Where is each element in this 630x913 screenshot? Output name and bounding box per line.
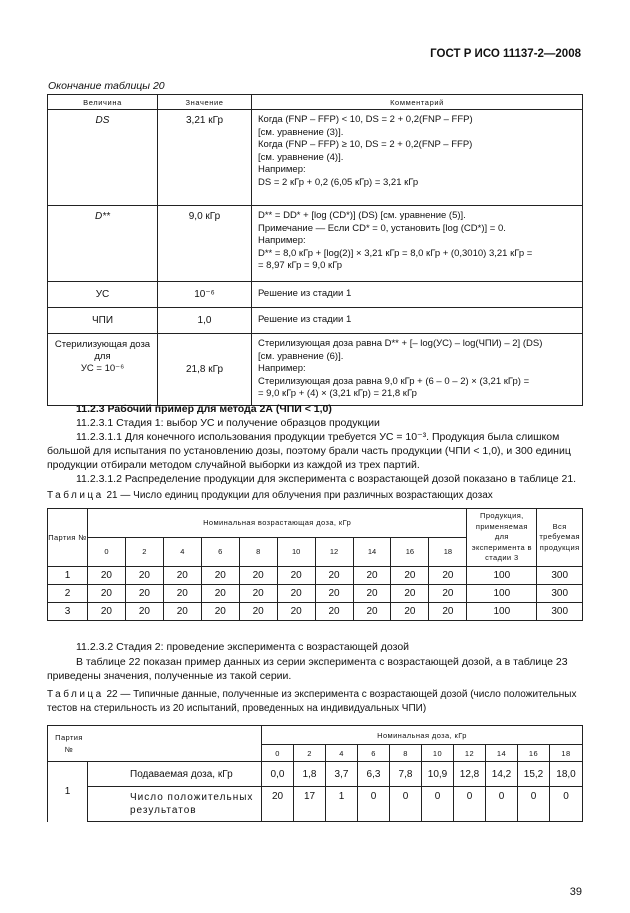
count-cell: 20 bbox=[353, 584, 391, 602]
count-cell: 20 bbox=[315, 602, 353, 620]
dose-cell: 14,2 bbox=[486, 762, 518, 787]
col-header-total: Вся требуемая продукция bbox=[537, 509, 583, 567]
dose-header: 2 bbox=[294, 745, 326, 762]
count-cell: 20 bbox=[239, 602, 277, 620]
comment-line: [см. уравнение (6)]. bbox=[258, 350, 344, 362]
count-cell: 20 bbox=[429, 566, 467, 584]
comment-cell bbox=[252, 206, 583, 282]
col-header-party: Партия № bbox=[48, 726, 262, 762]
count-cell: 20 bbox=[201, 602, 239, 620]
comment-line: D** = DD* + [log (CD*)] (DS) [см. уравнение (5)]. bbox=[258, 210, 466, 221]
comment-line: = 8,97 кГр = 9,0 кГр bbox=[258, 260, 343, 272]
dose-cell: 1,8 bbox=[294, 762, 326, 787]
count-cell: 20 bbox=[163, 584, 201, 602]
dose-cell: 18,0 bbox=[550, 762, 583, 787]
paragraph: 11.2.3.1.2 Распределение продукции для эксперимента с возрастающей дозой показано в таблице 21. bbox=[76, 473, 577, 485]
result-cell: 17 bbox=[294, 787, 326, 822]
comment-line: Стерилизующая доза равна 9,0 кГр + (6 – 0 – 2) × (3,21 кГр) = bbox=[258, 375, 530, 387]
dose-header: 6 bbox=[358, 745, 390, 762]
table-row bbox=[48, 584, 583, 602]
dose-header: 18 bbox=[550, 745, 583, 762]
dose-header: 18 bbox=[429, 537, 467, 566]
paragraph: приведены значения, полученные из такой серии. bbox=[47, 670, 292, 682]
value-cell: 10⁻⁶ bbox=[158, 282, 252, 308]
col-header-dose: Номинальная возрастающая доза, кГр bbox=[87, 509, 466, 538]
count-cell: 20 bbox=[163, 566, 201, 584]
dose-header: 14 bbox=[486, 745, 518, 762]
dose-header: 6 bbox=[201, 537, 239, 566]
count-cell: 20 bbox=[87, 584, 125, 602]
count-cell: 20 bbox=[125, 566, 163, 584]
comment-line: Например: bbox=[258, 363, 306, 375]
count-cell: 20 bbox=[125, 584, 163, 602]
quantity-cell: ЧПИ bbox=[48, 308, 158, 334]
comment-cell bbox=[252, 308, 583, 334]
table-row bbox=[48, 787, 583, 822]
party-cell: 2 bbox=[48, 584, 88, 602]
section-title: 11.2.3 Рабочий пример для метода 2А (ЧПИ < 1,0) bbox=[76, 403, 332, 415]
col-header-comment: Комментарий bbox=[252, 95, 583, 110]
count-cell: 20 bbox=[239, 584, 277, 602]
count-cell: 20 bbox=[429, 602, 467, 620]
dose-header: 10 bbox=[422, 745, 454, 762]
count-cell: 20 bbox=[353, 566, 391, 584]
comment-line: Например: bbox=[258, 164, 306, 176]
comment-line: [см. уравнение (4)]. bbox=[258, 151, 344, 163]
comment-line: Стерилизующая доза равна D** + [– log(УС) – log(ЧПИ) – 2] (DS) bbox=[258, 338, 543, 349]
dose-cell: 0,0 bbox=[262, 762, 294, 787]
count-cell: 20 bbox=[391, 584, 429, 602]
comment-line: Например: bbox=[258, 235, 306, 247]
value-cell: 9,0 кГр bbox=[158, 206, 252, 282]
comment-cell bbox=[252, 110, 583, 206]
table20-caption: Окончание таблицы 20 bbox=[48, 80, 165, 92]
dose-header: 4 bbox=[163, 537, 201, 566]
dose-header: 8 bbox=[239, 537, 277, 566]
result-cell: 0 bbox=[422, 787, 454, 822]
comment-cell bbox=[252, 282, 583, 308]
party-cell: 1 bbox=[48, 566, 88, 584]
dose-cell: 6,3 bbox=[358, 762, 390, 787]
result-cell: 0 bbox=[390, 787, 422, 822]
paragraph: 11.2.3.2 Стадия 2: проведение эксперимента с возрастающей дозой bbox=[76, 641, 410, 653]
count-cell: 20 bbox=[429, 584, 467, 602]
comment-line: Решение из стадии 1 bbox=[258, 314, 352, 326]
result-cell: 0 bbox=[454, 787, 486, 822]
comment-line: Когда (FNP – FFP) ≥ 10, DS = 2 + 0,2(FNP – FFP) bbox=[258, 139, 473, 151]
row-label: Число положительных результатов bbox=[88, 787, 262, 822]
comment-line: DS = 2 кГр + 0,2 (6,05 кГр) = 3,21 кГр bbox=[258, 176, 419, 188]
table-row bbox=[48, 282, 583, 308]
quantity-line: Стерилизующая доза bbox=[54, 339, 151, 350]
quantity-line: УС = 10⁻⁶ bbox=[80, 363, 125, 374]
comment-line: [см. уравнение (3)]. bbox=[258, 126, 344, 138]
table-20 bbox=[47, 94, 583, 406]
count-cell: 20 bbox=[277, 566, 315, 584]
stage3-cell: 100 bbox=[467, 566, 537, 584]
stage3-cell: 100 bbox=[467, 602, 537, 620]
count-cell: 20 bbox=[201, 566, 239, 584]
dose-cell: 3,7 bbox=[326, 762, 358, 787]
quantity-line: для bbox=[94, 351, 111, 362]
paragraph: 11.2.3.1 Стадия 1: выбор УС и получение образцов продукции bbox=[76, 417, 380, 429]
quantity-cell bbox=[48, 334, 158, 406]
table-row bbox=[48, 334, 583, 406]
total-cell: 300 bbox=[537, 566, 583, 584]
result-cell: 0 bbox=[486, 787, 518, 822]
table-row bbox=[48, 762, 583, 787]
dose-header: 8 bbox=[390, 745, 422, 762]
dose-header: 12 bbox=[315, 537, 353, 566]
table22-caption: Таблица 22 — Типичные данные, полученные из эксперимента с возрастающей дозой (число положительных тестов на стерильность из 20 испытаний, проведенных на индивидуальных ЧПИ) bbox=[47, 689, 577, 714]
dose-header: 12 bbox=[454, 745, 486, 762]
dose-header: 14 bbox=[353, 537, 391, 566]
col-header-party: Партия № bbox=[48, 509, 88, 567]
party-cell: 1 bbox=[48, 762, 88, 822]
dose-header: 10 bbox=[277, 537, 315, 566]
dose-cell: 15,2 bbox=[518, 762, 550, 787]
result-cell: 0 bbox=[358, 787, 390, 822]
table-row bbox=[48, 206, 583, 282]
count-cell: 20 bbox=[353, 602, 391, 620]
value-cell: 21,8 кГр bbox=[158, 334, 252, 406]
table-row bbox=[48, 308, 583, 334]
dose-cell: 7,8 bbox=[390, 762, 422, 787]
comment-line: Когда (FNP – FFP) < 10, DS = 2 + 0,2(FNP – FFP) bbox=[258, 114, 473, 125]
result-cell: 0 bbox=[518, 787, 550, 822]
count-cell: 20 bbox=[239, 566, 277, 584]
col-header-stage3: Продукция, применяемая для эксперимента в стадии 3 bbox=[467, 509, 537, 567]
dose-header: 4 bbox=[326, 745, 358, 762]
dose-cell: 12,8 bbox=[454, 762, 486, 787]
value-cell: 3,21 кГр bbox=[158, 110, 252, 206]
count-cell: 20 bbox=[391, 566, 429, 584]
paragraph: продукции отбирали методом случайной выборки из каждой из трех партий. bbox=[47, 459, 420, 471]
table21-caption: Таблица 21 — Число единиц продукции для облучения при различных возрастающих дозах bbox=[47, 490, 493, 501]
count-cell: 20 bbox=[163, 602, 201, 620]
col-header-value: Значение bbox=[158, 95, 252, 110]
document-header: ГОСТ Р ИСО 11137-2—2008 bbox=[430, 48, 581, 60]
count-cell: 20 bbox=[391, 602, 429, 620]
count-cell: 20 bbox=[315, 566, 353, 584]
paragraph: В таблице 22 показан пример данных из серии эксперимента с возрастающей дозой, а в таблице 23 bbox=[76, 656, 568, 668]
table-22 bbox=[47, 725, 583, 822]
dose-header: 2 bbox=[125, 537, 163, 566]
stage3-cell: 100 bbox=[467, 584, 537, 602]
dose-header: 0 bbox=[262, 745, 294, 762]
count-cell: 20 bbox=[315, 584, 353, 602]
row-label: Подаваемая доза, кГр bbox=[88, 762, 262, 787]
total-cell: 300 bbox=[537, 602, 583, 620]
comment-line: Примечание — Если CD* = 0, установить [log (CD*)] = 0. bbox=[258, 222, 506, 234]
page-number: 39 bbox=[569, 886, 582, 898]
col-header-quantity: Величина bbox=[48, 95, 158, 110]
quantity-cell: DS bbox=[48, 110, 158, 206]
total-cell: 300 bbox=[537, 584, 583, 602]
comment-cell bbox=[252, 334, 583, 406]
count-cell: 20 bbox=[277, 602, 315, 620]
comment-line: D** = 8,0 кГр + [log(2)] × 3,21 кГр = 8,0 кГр + (0,3010) 3,21 кГр = bbox=[258, 247, 533, 259]
count-cell: 20 bbox=[201, 584, 239, 602]
table-21 bbox=[47, 508, 583, 621]
dose-header: 0 bbox=[87, 537, 125, 566]
table-row bbox=[48, 602, 583, 620]
table-row bbox=[48, 110, 583, 206]
comment-line: = 9,0 кГр + (4) × (3,21 кГр) = 21,8 кГр bbox=[258, 388, 417, 400]
paragraph: большой для испытания по установлению дозы, поэтому брали часть продукции (ЧПИ < 1,0), и 300 единиц bbox=[47, 445, 571, 457]
count-cell: 20 bbox=[87, 566, 125, 584]
quantity-cell: УС bbox=[48, 282, 158, 308]
comment-line: Решение из стадии 1 bbox=[258, 288, 352, 300]
paragraph: 11.2.3.1.1 Для конечного использования продукции требуется УС = 10⁻³. Продукция была слишком bbox=[76, 431, 560, 443]
dose-header: 16 bbox=[391, 537, 429, 566]
party-cell: 3 bbox=[48, 602, 88, 620]
dose-cell: 10,9 bbox=[422, 762, 454, 787]
result-cell: 0 bbox=[550, 787, 583, 822]
result-cell: 1 bbox=[326, 787, 358, 822]
value-cell: 1,0 bbox=[158, 308, 252, 334]
count-cell: 20 bbox=[125, 602, 163, 620]
col-header-dose: Номинальная доза, кГр bbox=[262, 726, 583, 745]
result-cell: 20 bbox=[262, 787, 294, 822]
quantity-cell: D** bbox=[48, 206, 158, 282]
count-cell: 20 bbox=[277, 584, 315, 602]
table-row bbox=[48, 566, 583, 584]
count-cell: 20 bbox=[87, 602, 125, 620]
dose-header: 16 bbox=[518, 745, 550, 762]
